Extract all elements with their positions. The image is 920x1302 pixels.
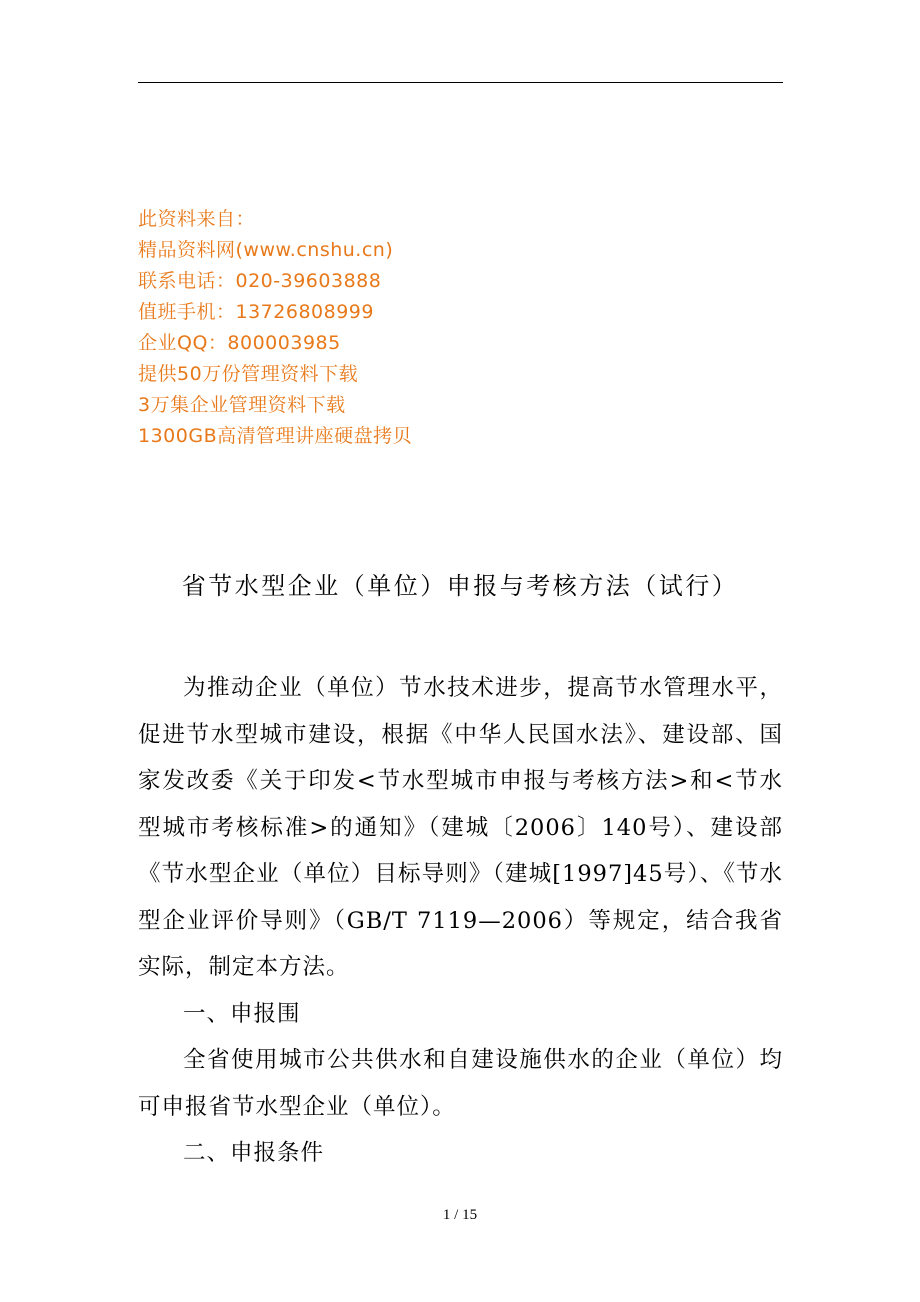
website-line: 精品资料网(www.cnshu.cn) [138,239,394,261]
mobile-line: 值班手机：13726808999 [138,301,374,323]
intro-paragraph: 为推动企业（单位）节水技术进步，提高节水管理水平，促进节水型城市建设，根据《中华人民国水法》、建设部、国家发改委《关于印发<节水型城市申报与考核方法>和<节水型城市考核标准>的通知》（建城〔2006〕140号）、建设部《节水型企业（单位）目标导则》（建城[1997]45号）、《节水型企业评价导则》（GB/T 7119—2006）等规定，结合我省实际，制定本方法。 [138,675,783,980]
document-title: 省节水型企业（单位）申报与考核方法（试行） [181,572,739,600]
section-heading-scope: 一、申报围 [183,1000,301,1027]
phone-line: 联系电话：020-39603888 [138,270,382,292]
section-heading-conditions: 二、申报条件 [183,1140,325,1166]
source-info-block [138,204,412,452]
qq-line: 企业QQ：800003985 [138,332,341,354]
source-label: 此资料来自： [138,208,256,230]
video-offer-line: 3万集企业管理资料下载 [138,394,346,416]
header-rule [138,82,783,83]
scope-paragraph: 全省使用城市公共供水和自建设施供水的企业（单位）均可申报省节水型企业（单位）。 [138,1047,783,1120]
page-number: 1 / 15 [442,1207,478,1223]
document-body [138,665,783,1177]
disk-copy-line: 1300GB高清管理讲座硬盘拷贝 [138,425,413,447]
download-offer-line: 提供50万份管理资料下载 [138,363,359,385]
